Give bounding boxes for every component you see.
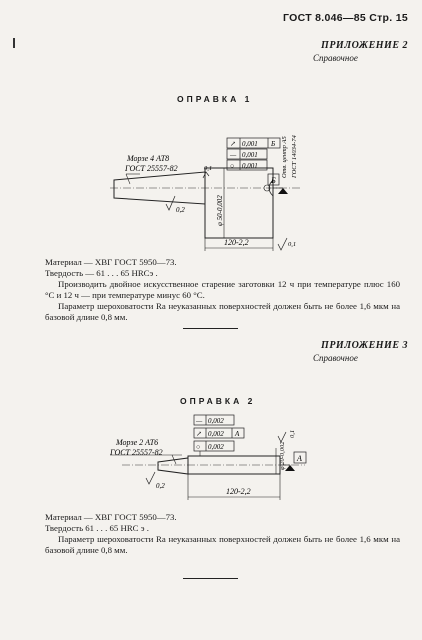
mandrel-2-hardness: Твердость 61 . . . 65 HRC э . [45,523,149,533]
mandrel-2-datum-label: А [297,454,302,463]
mandrel-2-roughness-left: 0,2 [156,482,165,490]
mandrel-2-diameter: φ 20-0,002 [279,441,286,470]
mandrel-1-center-hole-1: Отв. центр А5 [281,136,288,178]
mandrel-1-roughness-top: 0,1 [204,165,213,172]
margin-mark [13,38,15,48]
mandrel-1-material: Материал — ХВГ ГОСТ 5950—73. [45,257,177,267]
mandrel-1-roughness-right: 0,1 [288,241,297,248]
mandrel-1-tol-3: 0,001 [242,162,258,170]
mandrel-1-tol-1-datum: Б [271,140,276,148]
mandrel-1-title: ОПРАВКА 1 [177,94,253,104]
divider-2 [183,578,238,579]
mandrel-2-roughness-top: 0,1 [289,429,296,438]
appendix-2-subtitle: Справочное [313,53,358,63]
appendix-3-subtitle: Справочное [313,353,358,363]
mandrel-1-diameter: φ 50-0,002 [216,195,224,226]
svg-text:○: ○ [230,162,235,170]
appendix-3-title: ПРИЛОЖЕНИЕ 3 [321,340,408,351]
page-header: ГОСТ 8.046—85 Стр. 15 [283,12,408,24]
mandrel-2-para-1: Параметр шероховатости Ra неуказанных поверхностей должен быть не более 1,6 мкм на базовой длине 0,8 мм. [45,534,400,555]
mandrel-1-center-hole-2: ГОСТ 14034-74 [291,135,298,178]
mandrel-2-taper-label-2: ГОСТ 25557-82 [110,448,163,457]
mandrel-1-para-1: Производить двойное искусственное старение заготовки 12 ч при температуре плюс 160 °С и 12 ч — при температуре минус 60 °С. [45,279,400,300]
mandrel-1-roughness-left: 0,2 [176,206,185,214]
mandrel-2-taper-label-1: Морзе 2 АТ6 [116,438,159,447]
appendix-2-title: ПРИЛОЖЕНИЕ 2 [321,40,408,51]
mandrel-2-title: ОПРАВКА 2 [180,396,256,406]
mandrel-2-tol-2-datum: А [235,430,240,438]
mandrel-1-hardness: Твердость — 61 . . . 65 HRCэ . [45,268,158,278]
mandrel-2-tol-1: 0,002 [208,417,224,425]
svg-text:↗: ↗ [196,430,202,438]
mandrel-1-tol-2: 0,001 [242,151,258,159]
divider-1 [183,328,238,329]
mandrel-1-taper-label-2: ГОСТ 25557-82 [125,164,178,173]
mandrel-1-datum-label: Б [271,176,276,185]
mandrel-1-drawing [100,108,310,253]
svg-text:○: ○ [196,443,201,451]
svg-text:—: — [196,417,203,425]
mandrel-2-drawing [110,408,310,503]
mandrel-2-length: 120-2,2 [226,487,251,496]
mandrel-2-tol-2: 0,002 [208,430,224,438]
svg-text:↗: ↗ [230,140,236,148]
mandrel-1-para-2: Параметр шероховатости Ra неуказанных поверхностей должен быть не более 1,6 мкм на базовой длине 0,8 мм. [45,301,400,322]
mandrel-2-tol-3: 0,002 [208,443,224,451]
mandrel-2-material: Материал — ХВГ ГОСТ 5950—73. [45,512,177,522]
svg-text:—: — [230,151,237,159]
mandrel-1-taper-label-1: Морзе 4 АТ8 [127,154,170,163]
mandrel-1-length: 120-2,2 [224,238,249,247]
mandrel-1-tol-1: 0,001 [242,140,258,148]
